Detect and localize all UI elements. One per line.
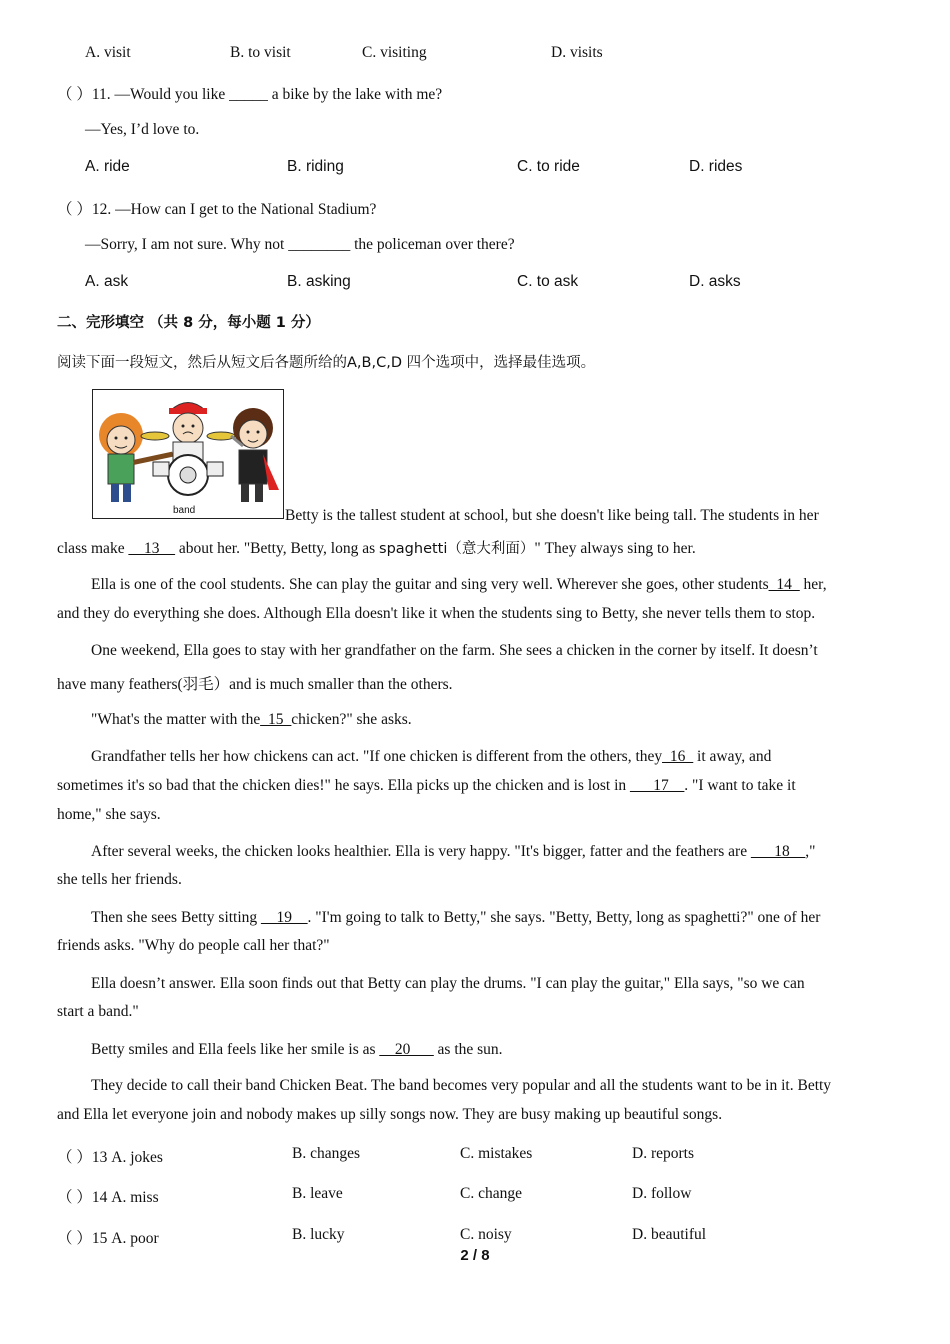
q12-stem: （ ）12. —How can I get to the National Stadium?: [57, 201, 377, 218]
p5-line3: home," she says.: [57, 806, 161, 823]
blank-15: _15_: [260, 711, 292, 728]
q12-option-d: D. asks: [689, 273, 741, 290]
q11-reply: —Yes, I’d love to.: [85, 121, 200, 138]
p2-line2: and they do everything she does. Although Ella doesn't like it when the students sing to Betty, she never tells them to stop.: [57, 605, 816, 622]
blank-19: __19__: [261, 909, 308, 926]
q12-option-b: B. asking: [287, 273, 351, 290]
p7-line1: Then she sees Betty sitting __19__. "I'm going to talk to Betty," she says. "Betty, Betty, long as spaghetti?" one of her: [91, 909, 821, 926]
p9-line: Betty smiles and Ella feels like her smile is as __20___ as the sun.: [91, 1041, 503, 1058]
q15-option-c: C. noisy: [460, 1226, 512, 1243]
q14-option-b: B. leave: [292, 1185, 343, 1202]
q11-option-b: B. riding: [287, 158, 344, 175]
section-heading: 二、完形填空 （共 8 分，每小题 1 分）: [57, 315, 320, 331]
band-cartoon-image: [93, 390, 283, 518]
blank-18: ___18__: [750, 843, 806, 860]
band-illustration: [92, 389, 284, 519]
p4-line: "What's the matter with the_15_chicken?" she asks.: [91, 711, 412, 728]
q12-option-c: C. to ask: [517, 273, 579, 290]
q13-option-c: C. mistakes: [460, 1145, 533, 1162]
q10-option-d: D. visits: [551, 44, 603, 61]
q14-option-d: D. follow: [632, 1185, 692, 1202]
blank-17: ___17__: [630, 777, 685, 794]
q14-option-c: C. change: [460, 1185, 522, 1202]
q10-option-c: C. visiting: [362, 44, 427, 61]
q11-option-d: D. rides: [689, 158, 743, 175]
q11-option-a: A. ride: [85, 158, 130, 175]
p5-line1: Grandfather tells her how chickens can act. "If one chicken is different from the others, they_16_ it away, and: [91, 748, 772, 765]
q14-option-a: （ ）14 A. miss: [57, 1189, 159, 1206]
q12-option-a: A. ask: [85, 273, 129, 290]
blank-14: _14_: [768, 576, 800, 593]
p6-line1: After several weeks, the chicken looks healthier. Ella is very happy. "It's bigger, fatter and the feathers are ___18__,": [91, 843, 816, 860]
q15-option-b: B. lucky: [292, 1226, 345, 1243]
q13-option-d: D. reports: [632, 1145, 694, 1162]
q12-reply: —Sorry, I am not sure. Why not ________ the policeman over there?: [85, 236, 515, 253]
q11-stem: （ ）11. —Would you like _____ a bike by the lake with me?: [57, 86, 443, 103]
blank-20: __20___: [379, 1041, 434, 1058]
blank-13: __13__: [128, 540, 175, 557]
p5-line2: sometimes it's so bad that the chicken dies!" he says. Ella picks up the chicken and is lost in ___17__. "I want to take it: [57, 777, 796, 794]
blank-16: _16_: [662, 748, 694, 765]
p3-line2: have many feathers(羽毛）and is much smaller than the others.: [57, 676, 453, 693]
p8-line1: Ella doesn’t answer. Ella soon finds out that Betty can play the drums. "I can play the guitar," Ella says, "so we can: [91, 975, 805, 992]
q13-option-a: （ ）13 A. jokes: [57, 1149, 163, 1166]
q15-option-d: D. beautiful: [632, 1226, 707, 1243]
q13-option-b: B. changes: [292, 1145, 361, 1162]
p3-line1: One weekend, Ella goes to stay with her grandfather on the farm. She sees a chicken in the corner by itself. It doesn’t: [91, 642, 818, 659]
p10-line1: They decide to call their band Chicken Beat. The band becomes very popular and all the students want to be in it. Betty: [91, 1077, 832, 1094]
p7-line2: friends asks. "Why do people call her that?": [57, 937, 330, 954]
p6-line2: she tells her friends.: [57, 871, 182, 888]
page-number: 2 / 8: [460, 1247, 490, 1264]
image-caption: band: [173, 505, 196, 516]
p2-line1: Ella is one of the cool students. She can play the guitar and sing very well. Wherever she goes, other students_14_ her,: [91, 576, 827, 593]
q10-option-b: B. to visit: [230, 44, 291, 61]
p1-line1: Betty is the tallest student at school, but she doesn't like being tall. The students in her: [285, 507, 819, 524]
section-instruction: 阅读下面一段短文，然后从短文后各题所给的A,B,C,D 四个选项中，选择最佳选项。: [57, 355, 596, 371]
p1-line2: class make __13__ about her. "Betty, Betty, long as spaghetti（意大利面）" They always sing to her.: [57, 540, 696, 557]
p10-line2: and Ella let everyone join and nobody makes up silly songs now. They are busy making up beautiful songs.: [57, 1106, 723, 1123]
q10-option-a: A. visit: [85, 44, 131, 61]
p8-line2: start a band.": [57, 1003, 139, 1020]
q11-option-c: C. to ride: [517, 158, 580, 175]
q15-option-a: （ ）15 A. poor: [57, 1230, 159, 1247]
